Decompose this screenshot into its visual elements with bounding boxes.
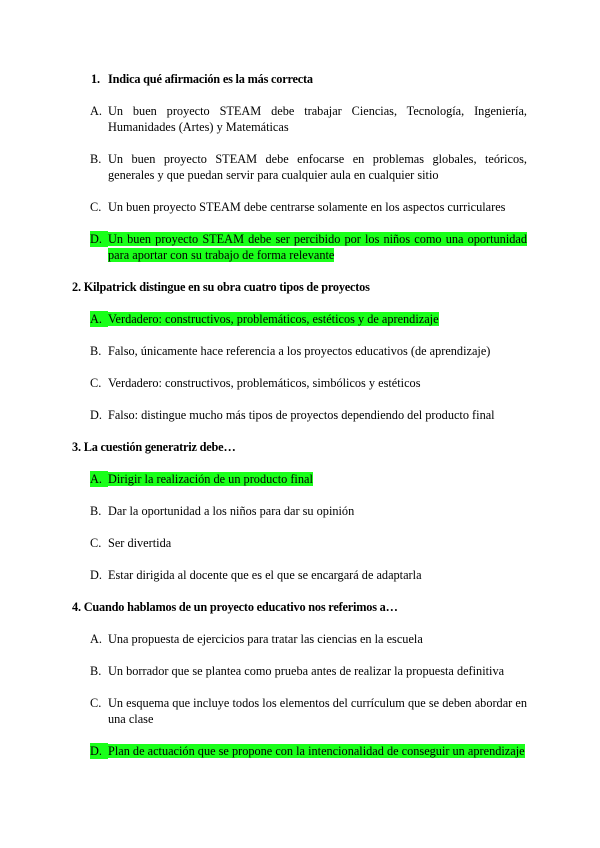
option-a: A. Un buen proyecto STEAM debe trabajar Ciencias, Tecnología, Ingeniería, Humanidades (Artes) y Matemáticas — [90, 104, 527, 134]
option-c: C. Un buen proyecto STEAM debe centrarse solamente en los aspectos curriculares — [90, 200, 506, 214]
option-b: B. Un buen proyecto STEAM debe enfocarse en problemas globales, teóricos, generales y que puedan servir para cualquier aula en cualquier sitio — [90, 152, 527, 182]
option-d: D. Estar dirigida al docente que es el que se encargará de adaptarla — [90, 568, 422, 582]
option-d-correct: D. Plan de actuación que se propone con la intencionalidad de conseguir un aprendizaje — [90, 744, 525, 758]
option-c: C. Ser divertida — [90, 536, 172, 550]
option-a-correct: A. Dirigir la realización de un producto final — [90, 472, 313, 486]
option-d: D. Falso: distingue mucho más tipos de proyectos dependiendo del producto final — [90, 408, 495, 422]
question-title: 4. Cuando hablamos de un proyecto educativo nos referimos a… — [72, 600, 398, 614]
option-a: A. Una propuesta de ejercicios para tratar las ciencias en la escuela — [90, 632, 423, 646]
option-c: C. Verdadero: constructivos, problemáticos, simbólicos y estéticos — [90, 376, 421, 390]
option-d-correct: D. Un buen proyecto STEAM debe ser percibido por los niños como una oportunidad para aportar con su trabajo de forma relevante — [90, 232, 527, 262]
option-b: B. Falso, únicamente hace referencia a los proyectos educativos (de aprendizaje) — [90, 344, 491, 358]
option-b: B. Dar la oportunidad a los niños para dar su opinión — [90, 504, 355, 518]
question-title: 3. La cuestión generatriz debe… — [72, 440, 236, 454]
question-title: 2. Kilpatrick distingue en su obra cuatro tipos de proyectos — [72, 280, 370, 294]
option-b: B. Un borrador que se plantea como prueba antes de realizar la propuesta definitiva — [90, 664, 505, 678]
option-c: C. Un esquema que incluye todos los elementos del currículum que se deben abordar en una clase — [90, 696, 527, 726]
option-a-correct: A. Verdadero: constructivos, problemáticos, estéticos y de aprendizaje — [90, 312, 439, 326]
question-title: 1. Indica qué afirmación es la más correcta — [91, 72, 313, 86]
